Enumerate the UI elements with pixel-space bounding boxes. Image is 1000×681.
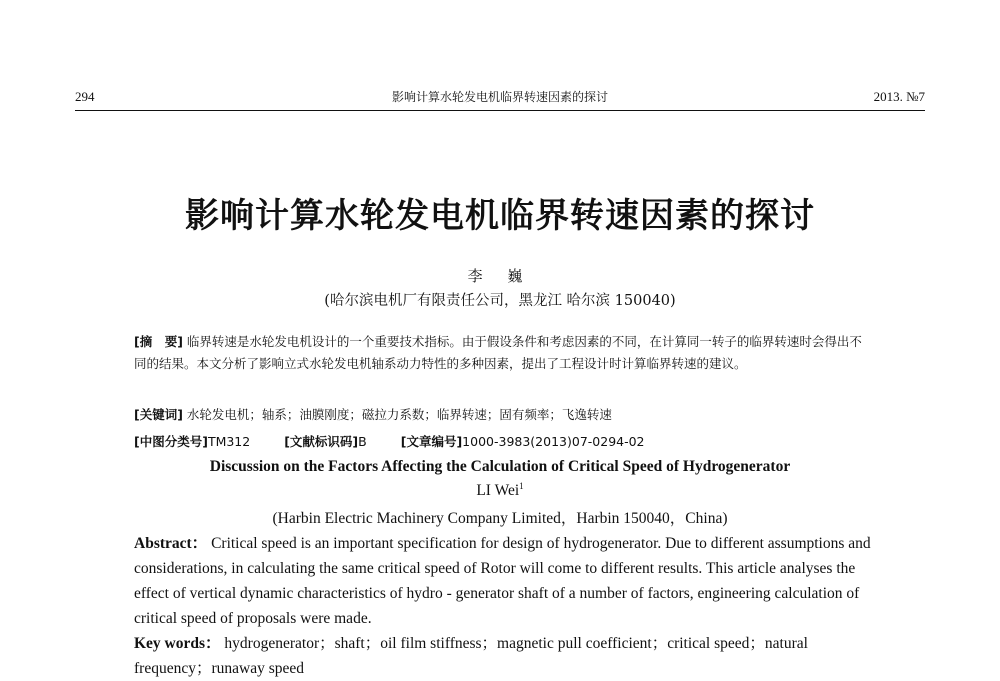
chinese-keywords-label: [关键词] xyxy=(134,407,183,422)
issue-number: 2013. №7 xyxy=(873,89,925,104)
classification-number: [中图分类号]TM312 xyxy=(134,434,251,449)
english-keywords-label: Key words： xyxy=(134,635,221,652)
classification-line xyxy=(134,431,870,453)
english-keywords-text: hydrogenerator；shaft；oil film stiffness；magnetic pull coefficient；critical speed；natural frequency；runaway speed xyxy=(134,635,808,677)
chinese-keywords-text: 水轮发电机；轴系；油膜刚度；磁拉力系数；临界转速；固有频率；飞逸转速 xyxy=(186,407,612,422)
chinese-affiliation: (哈尔滨电机厂有限责任公司，黑龙江 哈尔滨 150040) xyxy=(324,293,676,309)
running-title: 影响计算水轮发电机临界转速因素的探讨 xyxy=(391,90,608,104)
english-abstract-label: Abstract： xyxy=(134,535,208,552)
english-keywords xyxy=(134,631,873,681)
chinese-keywords xyxy=(134,404,870,426)
english-abstract-text: Critical speed is an important specification for design of hydrogenerator. Due to different assumptions and considerations, in calculating the same critical speed of Rotor will come to different results. This article analyses the effect of vertical dynamic characteristics of hydro - generator shaft of a number of factors, engineering calculation of critical speed of proposals were made. xyxy=(134,535,871,627)
english-title: Discussion on the Factors Affecting the Calculation of Critical Speed of Hydrogenerator xyxy=(209,458,791,475)
english-author: LI Wei$^1$ xyxy=(476,481,524,500)
chinese-title: 影响计算水轮发电机临界转速因素的探讨 xyxy=(185,196,815,236)
chinese-author: 李 巍 xyxy=(467,267,533,285)
document-code: [文献标识码]B xyxy=(284,434,367,449)
author-superscript: 1 xyxy=(519,481,524,491)
chinese-abstract-text: 临界转速是水轮发电机设计的一个重要技术指标。由于假设条件和考虑因素的不同，在计算同一转子的临界转速时会得出不同的结果。本文分析了影响立式水轮发电机轴系动力特性的多种因素，提出了工程设计时计算临界转速的建议。 xyxy=(134,334,862,371)
chinese-abstract-label: [摘 要] xyxy=(134,334,183,349)
english-affiliation: (Harbin Electric Machinery Company Limited，Harbin 150040，China) xyxy=(272,510,728,527)
running-header xyxy=(75,88,925,111)
chinese-abstract xyxy=(134,331,870,375)
english-abstract xyxy=(134,531,873,631)
page-number: 294 xyxy=(75,89,95,104)
article-number: [文章编号]1000-3983(2013)07-0294-02 xyxy=(400,434,645,449)
